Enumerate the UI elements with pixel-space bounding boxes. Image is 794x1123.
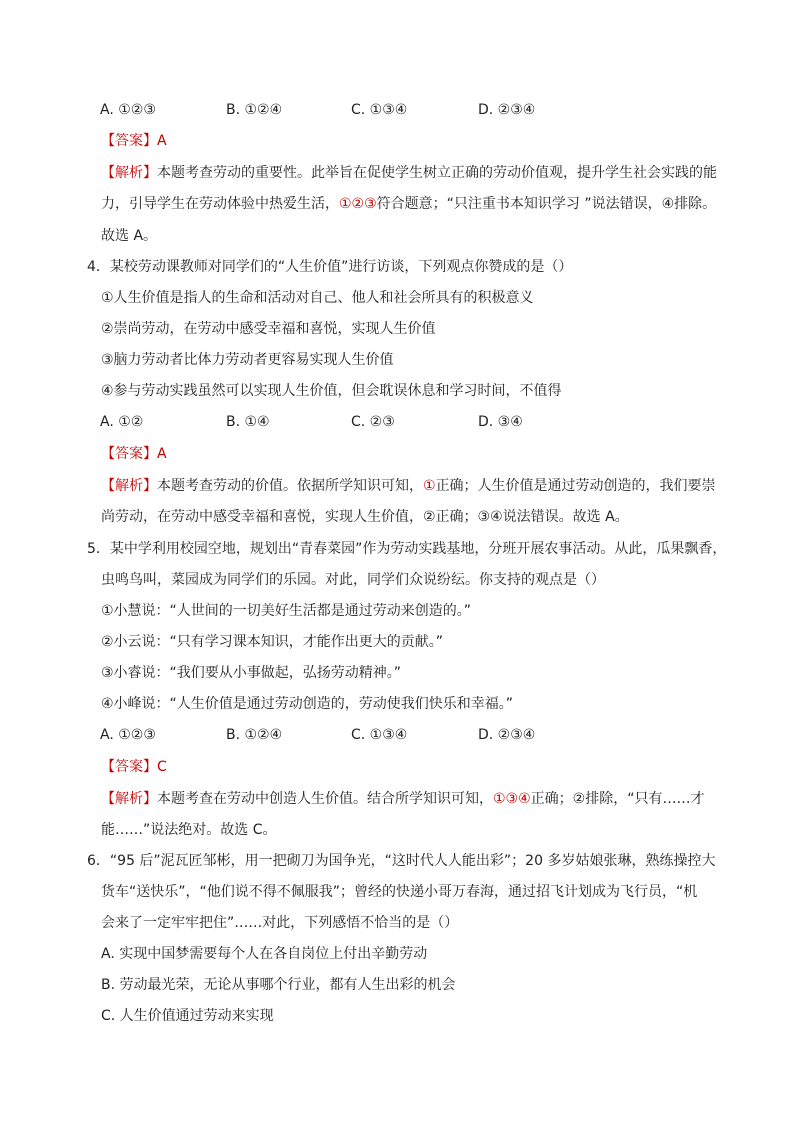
q6-option-a: A. 实现中国梦需要每个人在各自岗位上付出辛勤劳动: [101, 946, 428, 962]
q6-stem-line-1: 6．“95 后”泥瓦匠邹彬，用一把砌刀为国争光，“这时代人人能出彩”；20 多岁姑娘张琳，熟练操控大: [87, 853, 716, 869]
q4-statement-3: ③脑力劳动者比体力劳动者更容易实现人生价值: [101, 352, 394, 368]
q5-statement-3: ③小睿说：“我们要从小事做起，弘扬劳动精神。”: [101, 665, 402, 681]
q5-stem-line-1: 5．某中学利用校园空地，规划出“青春菜园”作为劳动实践基地，分班开展农事活动。从此，瓜果飘香，: [87, 541, 727, 557]
q5-statement-4: ④小峰说：“人生价值是通过劳动创造的，劳动使我们快乐和幸福。”: [101, 696, 514, 712]
q5-stem-line-2: 虫鸣鸟叫，菜园成为同学们的乐园。对此，同学们众说纷纭。你支持的观点是（）: [101, 572, 605, 588]
q5-option-c: C. ①③④: [351, 727, 408, 743]
q5-analysis-line-1: [101, 789, 704, 809]
q4-options: [100, 412, 700, 432]
q4-stem: 4．某校劳动课教师对同学们的“人生价值”进行访谈，下列观点你赞成的是（）: [87, 259, 573, 275]
q3-option-c: C. ①③④: [351, 102, 408, 118]
q3-option-a: A. ①②③: [100, 102, 156, 118]
analysis-tag: 【解析】: [101, 165, 157, 181]
answer-tag: 【答案】: [101, 759, 157, 775]
analysis-text: 本题考查在劳动中创造人生价值。结合所学知识可知，: [157, 791, 493, 807]
q5-statement-1: ①小慧说：“人世间的一切美好生活都是通过劳动来创造的。”: [101, 603, 472, 619]
q3-options: [100, 100, 700, 120]
q5-option-b: B. ①②④: [226, 727, 283, 743]
q3-analysis-line-1: [101, 163, 717, 183]
q5-answer: [101, 757, 167, 777]
answer-value: A: [157, 133, 167, 149]
q3-analysis-line-2: [101, 194, 716, 214]
q5-options: [100, 725, 700, 745]
q4-answer: [101, 444, 167, 464]
q6-option-c: C. 人生价值通过劳动来实现: [101, 1008, 274, 1024]
q4-option-a: A. ①②: [100, 414, 144, 430]
analysis-text: 正确；②排除，“只有……才: [530, 791, 705, 807]
analysis-highlight: ①③④: [493, 791, 531, 807]
analysis-tag: 【解析】: [101, 478, 157, 494]
analysis-text: 正确；人生价值是通过劳动创造的，我们要崇: [435, 478, 716, 494]
q5-option-a: A. ①②③: [100, 727, 156, 743]
analysis-text: 符合题意；“只注重书本知识学习 ”说法错误，④排除。: [376, 196, 717, 212]
analysis-text: 本题考查劳动的价值。依据所学知识可知，: [157, 478, 423, 494]
answer-value: A: [157, 446, 167, 462]
q4-option-b: B. ①④: [226, 414, 270, 430]
analysis-text: 本题考查劳动的重要性。此举旨在促使学生树立正确的劳动价值观，提升学生社会实践的能: [157, 165, 717, 181]
answer-value: C: [157, 759, 167, 775]
q5-option-d: D. ②③④: [478, 727, 536, 743]
analysis-text: 力，引导学生在劳动体验中热爱生活，: [101, 196, 339, 212]
answer-tag: 【答案】: [101, 446, 157, 462]
q4-statement-4: ④参与劳动实践虽然可以实现人生价值，但会耽误休息和学习时间，不值得: [101, 383, 562, 399]
q6-stem-line-2: 货车“送快乐”，“他们说不得不佩服我”；曾经的快递小哥万春海，通过招飞计划成为飞行员，“机: [101, 884, 698, 900]
analysis-highlight: ①②③: [339, 196, 377, 212]
q5-analysis-line-2: 能……”说法绝对。故选 C。: [101, 822, 277, 838]
q3-answer: [101, 131, 167, 151]
q4-option-d: D. ③④: [478, 414, 523, 430]
q4-analysis-line-1: [101, 476, 716, 496]
q6-stem-line-3: 会来了一定牢牢把住”……对此，下列感悟不恰当的是（）: [101, 915, 459, 931]
q3-option-b: B. ①②④: [226, 102, 283, 118]
analysis-tag: 【解析】: [101, 791, 157, 807]
q3-option-d: D. ②③④: [478, 102, 536, 118]
answer-tag: 【答案】: [101, 133, 157, 149]
q4-option-c: C. ②③: [351, 414, 395, 430]
q4-analysis-line-2: 尚劳动，在劳动中感受幸福和喜悦，实现人生价值，②正确；③④说法错误。故选 A。: [101, 509, 629, 525]
q4-statement-2: ②崇尚劳动，在劳动中感受幸福和喜悦，实现人生价值: [101, 321, 436, 337]
q3-analysis-line-3: 故选 A。: [101, 228, 158, 244]
q4-statement-1: ①人生价值是指人的生命和活动对自己、他人和社会所具有的积极意义: [101, 290, 534, 306]
analysis-highlight: ①: [423, 478, 436, 494]
q5-statement-2: ②小云说：“只有学习课本知识，才能作出更大的贡献。”: [101, 634, 444, 650]
q6-option-b: B. 劳动最光荣，无论从事哪个行业，都有人生出彩的机会: [101, 977, 456, 993]
